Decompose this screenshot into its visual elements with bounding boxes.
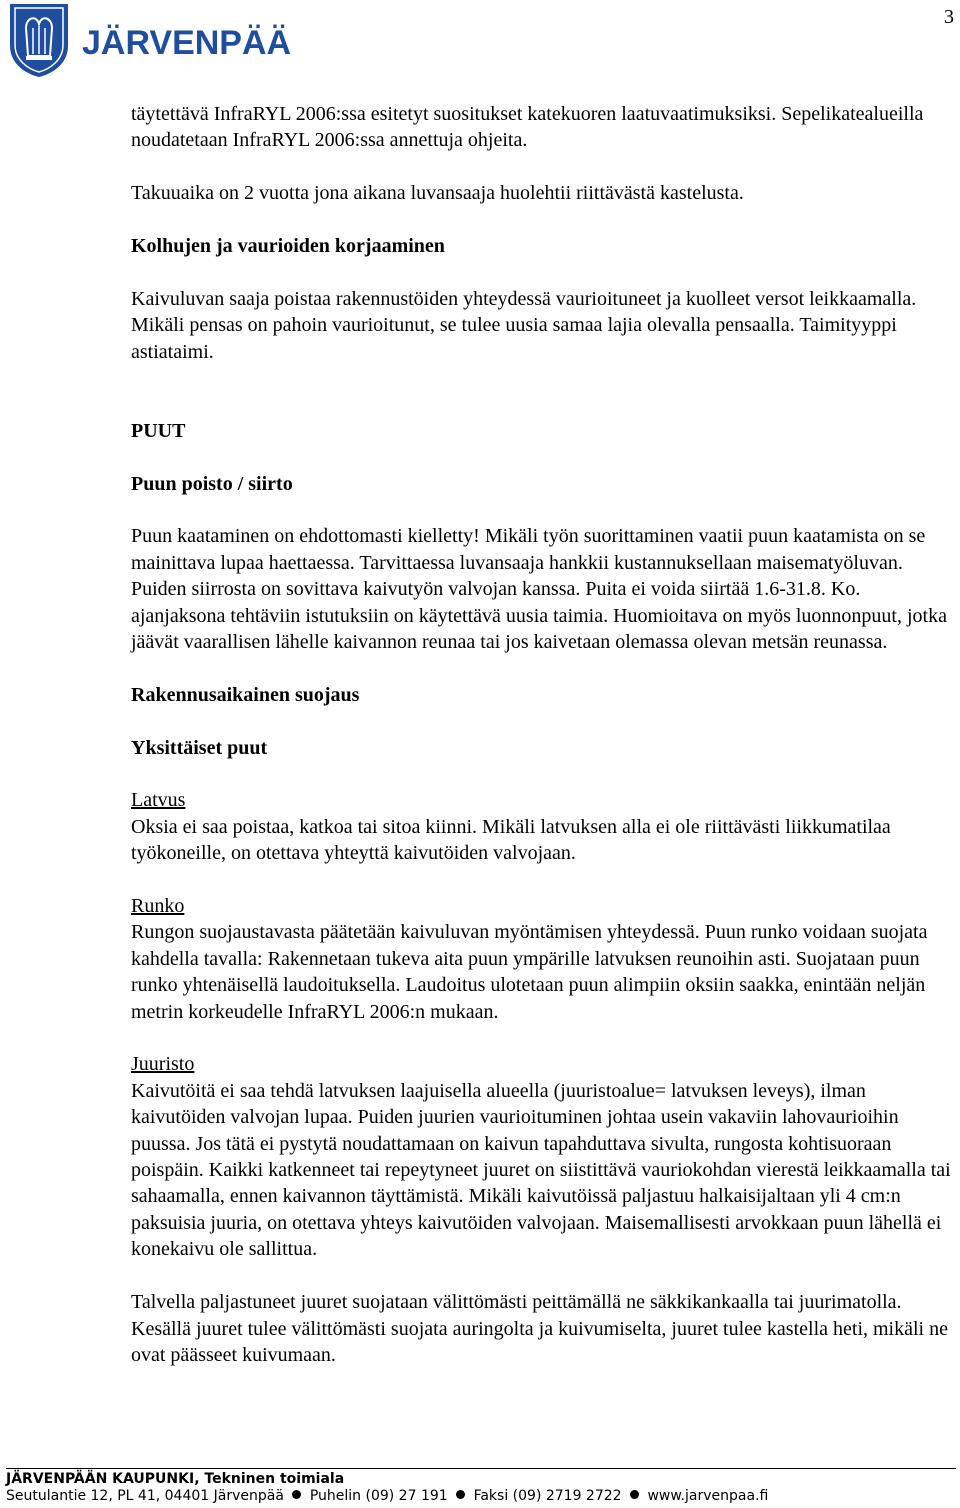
page-header [0,0,960,80]
heading-puut: PUUT [131,419,186,442]
heading-kolhujen-korjaaminen: Kolhujen ja vaurioiden korjaaminen [131,235,445,257]
paragraph-pensaan-korjaus: Kaivuluvan saaja poistaa rakennustöiden yhteydessä vaurioituneet ja kuolleet versot leikkaamalla. Mikäli pensas on pahoin vaurioitunut, se tulee uusia samaa lajia olevalla pensaalla. Taimityyppi astiataimi. [131,287,917,363]
svg-text:JÄRVENPÄÄ: JÄRVENPÄÄ [82,24,292,62]
paragraph-runko: Rungon suojaustavasta päätetään kaivuluvan myöntämisen yhteydessä. Puun runko voidaan suojata kahdella tavalla: Rakennetaan tukeva aita puun ympärille latvuksen reunoihin asti. Suojataan puun runko yhtenäisellä laudoituksella. Laudoitus ulotetaan puun alimpiin oksiin saakka, enintään neljän metrin korkeudelle InfraRYL 2006:n mukaan. [131,921,928,1023]
paragraph-takuuaika: Takuuaika on 2 vuotta jona aikana luvansaaja huolehtii riittävästä kastelusta. [131,182,744,205]
paragraph-katekuori: täytettävä InfraRYL 2006:ssa esitetyt suositukset katekuoren laatuvaatimuksiksi. Sepelikatealueilla noudatetaan InfraRYL 2006:ssa annettuja ohjeita. [131,103,924,152]
paragraph-talvi: Talvella paljastuneet juuret suojataan välittömästi peittämällä ne säkkikankaalla tai juurimatolla. Kesällä juuret tulee välittömästi suojata auringolta ja kuivumiselta, juuret tulee kastella heti, mikäli ne ovat päässeet kuivumaan. [131,1291,948,1366]
footer-address: Seutulantie 12, PL 41, 04401 Järvenpää [6,1488,284,1504]
paragraph-latvus: Oksia ei saa poistaa, katkoa tai sitoa kiinni. Mikäli latvuksen alla ei ole riittävästi liikkumatilaa työkoneille, on otettava yhteyttä kaivutöiden valvojaan. [131,815,891,865]
bullet-dot-icon [292,1490,301,1499]
bullet-dot-icon [456,1490,465,1499]
paragraph-juuristo: Kaivutöitä ei saa tehdä latvuksen laajuisella alueella (juuristoalue= latvuksen leveys), ilman kaivutöiden valvojan lupaa. Puiden juurien vaurioituminen johtaa usein vakaviin lahovaurioihin puussa. Jos tätä ei pystytä noudattamaan on kaivun tapahduttava sivulta, rungosta kohtisuoraan poispäin. Kaikki katkenneet tai repeytyneet juuret on siistittävä vauriokohdan vierestä leikkaamalla tai sahaamalla, ennen kaivannon täyttämistä. Mikäli kaivutöissä paljastuu halkaisijaltaan yli 4 cm:n paksuisia juuria, on otettava yhteys kaivutöiden valvojaan. Maisemallisesti arvokkaan puun lähellä ei konekaivu ole sallittua. [131,1079,951,1261]
document-body [131,101,953,1395]
subheading-runko: Runko [131,895,185,918]
footer-organization: JÄRVENPÄÄN KAUPUNKI, Tekninen toimiala [6,1471,345,1487]
bullet-dot-icon [630,1490,639,1499]
paragraph-puun-kaataminen: Puun kaataminen on ehdottomasti kielletty! Mikäli työn suorittaminen vaatii puun kaatamista on se mainittava lupaa haettaessa. Tarvittaessa luvansaaja hankkii kustannuksellaan maisematyöluvan. Puiden siirrosta on sovittava kaivutyön valvojan kanssa. Puita ei voida siirtää 1.6-31.8. Ko. ajanjaksona tehtäviin istutuksiin on käytettävä uusia taimia. Huomioitava on myös luonnonpuut, jotka jäävät vaarallisen lähelle kaivannon reunaa tai jos kaivetaan olemassa olevan metsän reunassa. [131,525,947,654]
footer-fax: Faksi (09) 2719 2722 [473,1488,622,1504]
subheading-juuristo: Juuristo [131,1053,195,1076]
page-footer [6,1468,956,1505]
subheading-latvus: Latvus [131,789,186,812]
jarvenpaa-logo [6,2,292,78]
heading-puun-poisto: Puun poisto / siirto [131,472,293,495]
heading-yksittaiset-puut: Yksittäiset puut [131,736,268,759]
page-number: 3 [944,6,954,28]
heading-rakennusaikainen-suojaus: Rakennusaikainen suojaus [131,683,360,706]
footer-website: www.jarvenpaa.fi [647,1488,769,1504]
footer-phone: Puhelin (09) 27 191 [309,1488,448,1504]
footer-contact-line [6,1488,956,1505]
